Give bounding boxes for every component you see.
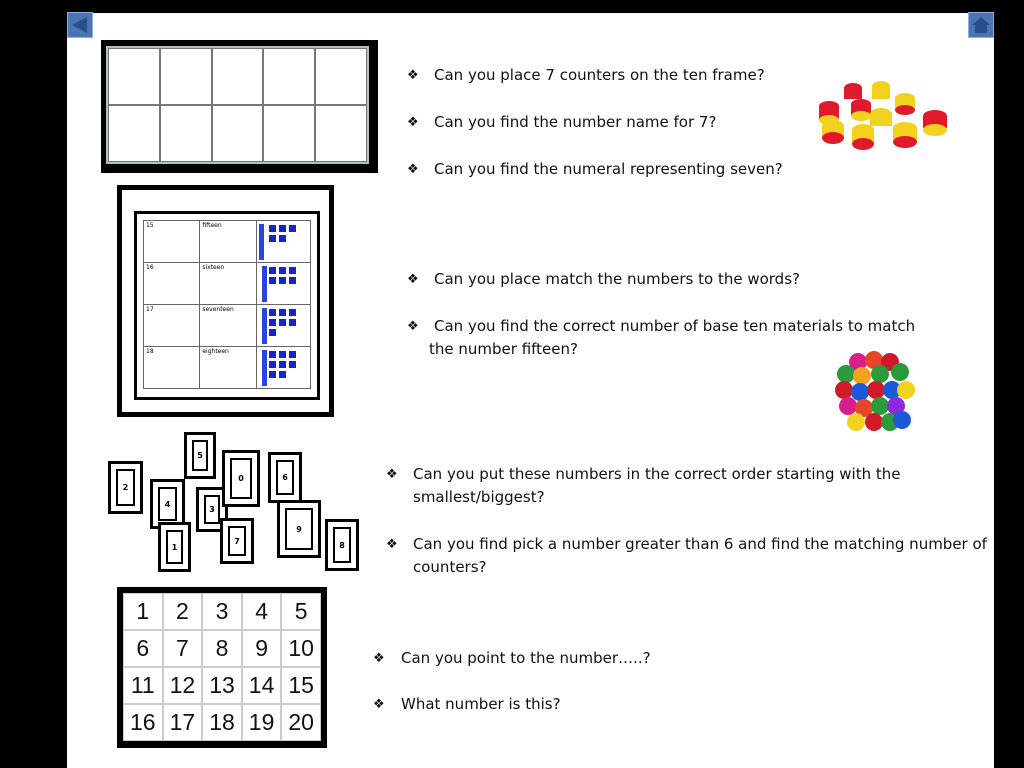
ten-frame-cell[interactable] bbox=[212, 48, 264, 105]
unit-cube bbox=[279, 267, 286, 274]
card-number: 1 bbox=[166, 530, 183, 564]
grid-number-cell[interactable]: 13 bbox=[202, 667, 242, 704]
unit-cube bbox=[269, 329, 276, 336]
grid-number-cell[interactable]: 11 bbox=[123, 667, 163, 704]
tens-rod bbox=[262, 266, 267, 302]
question: ❖ Can you find the numeral representing seven? bbox=[407, 160, 783, 178]
unit-cube bbox=[269, 361, 276, 368]
unit-cube bbox=[279, 319, 286, 326]
ten-frame-cell[interactable] bbox=[315, 48, 367, 105]
number-card[interactable] bbox=[158, 522, 191, 572]
table-cell-number: 17 bbox=[144, 305, 200, 347]
grid-number-cell[interactable]: 20 bbox=[281, 704, 321, 741]
number-card[interactable] bbox=[222, 450, 260, 507]
grid-number-cell[interactable]: 14 bbox=[242, 667, 282, 704]
card-number: 3 bbox=[204, 495, 220, 524]
unit-cube bbox=[269, 277, 276, 284]
question: ❖ Can you find the number name for 7? bbox=[407, 113, 717, 131]
unit-cube bbox=[279, 235, 286, 242]
grid-number-cell[interactable]: 6 bbox=[123, 630, 163, 667]
number-card[interactable] bbox=[220, 518, 254, 564]
question: ❖ Can you put these numbers in the correct order starting with the smallest/biggest? bbox=[386, 465, 901, 506]
card-number: 8 bbox=[333, 527, 351, 563]
unit-cube bbox=[279, 277, 286, 284]
left-arrow-icon bbox=[68, 13, 92, 37]
question: ❖ What number is this? bbox=[373, 695, 561, 713]
unit-cube bbox=[279, 309, 286, 316]
card-number: 4 bbox=[158, 487, 177, 521]
unit-cube bbox=[279, 351, 286, 358]
number-word-table-card bbox=[117, 185, 334, 417]
unit-cube bbox=[289, 309, 296, 316]
table-row bbox=[144, 305, 311, 347]
table-cell-word: seventeen bbox=[200, 305, 256, 347]
card-number: 7 bbox=[228, 526, 246, 556]
tens-rod bbox=[262, 308, 267, 344]
grid-number-cell[interactable]: 3 bbox=[202, 593, 242, 630]
unit-cube bbox=[269, 351, 276, 358]
number-card[interactable] bbox=[277, 500, 321, 558]
grid-number-cell[interactable]: 19 bbox=[242, 704, 282, 741]
number-word-table bbox=[143, 220, 311, 389]
back-button[interactable] bbox=[67, 12, 93, 38]
table-cell-word: eighteen bbox=[200, 347, 256, 389]
unit-cube bbox=[289, 319, 296, 326]
grid-number-cell[interactable]: 8 bbox=[202, 630, 242, 667]
question: ❖ Can you place 7 counters on the ten frame? bbox=[407, 66, 765, 84]
unit-cube bbox=[289, 277, 296, 284]
grid-number-cell[interactable]: 18 bbox=[202, 704, 242, 741]
number-card[interactable] bbox=[108, 461, 143, 514]
ten-frame-cell[interactable] bbox=[108, 105, 160, 162]
grid-number-cell[interactable]: 4 bbox=[242, 593, 282, 630]
card-number: 6 bbox=[276, 460, 294, 495]
number-card[interactable] bbox=[184, 432, 216, 479]
ten-frame-cell[interactable] bbox=[108, 48, 160, 105]
base-ten-blocks bbox=[256, 305, 310, 347]
unit-cube bbox=[289, 267, 296, 274]
ten-frame-cell[interactable] bbox=[263, 105, 315, 162]
base-ten-blocks bbox=[256, 347, 310, 389]
unit-cube bbox=[269, 267, 276, 274]
table-row bbox=[144, 263, 311, 305]
number-card[interactable] bbox=[268, 452, 302, 503]
base-ten-blocks bbox=[256, 221, 310, 263]
table-row bbox=[144, 221, 311, 263]
unit-cube bbox=[269, 225, 276, 232]
table-cell-number: 16 bbox=[144, 263, 200, 305]
home-button[interactable] bbox=[968, 12, 994, 38]
base-ten-blocks bbox=[256, 263, 310, 305]
table-cell-word: sixteen bbox=[200, 263, 256, 305]
grid-number-cell[interactable]: 16 bbox=[123, 704, 163, 741]
grid-number-cell[interactable]: 9 bbox=[242, 630, 282, 667]
card-number: 9 bbox=[285, 508, 313, 550]
unit-cube bbox=[279, 371, 286, 378]
unit-cube bbox=[269, 319, 276, 326]
colored-counters-image bbox=[832, 350, 918, 440]
grid-number-cell[interactable]: 12 bbox=[163, 667, 203, 704]
table-row bbox=[144, 347, 311, 389]
unit-cube bbox=[269, 309, 276, 316]
ten-frame-cell[interactable] bbox=[315, 105, 367, 162]
number-card[interactable] bbox=[325, 519, 359, 571]
question: ❖ Can you find the correct number of base ten materials to match the number fifteen? bbox=[407, 317, 916, 358]
unit-cube bbox=[269, 371, 276, 378]
grid-number-cell[interactable]: 1 bbox=[123, 593, 163, 630]
unit-cube bbox=[289, 361, 296, 368]
question: ❖ Can you find pick a number greater than 6 and find the matching number of counters? bbox=[386, 535, 987, 576]
grid-number-cell[interactable]: 2 bbox=[163, 593, 203, 630]
tens-rod bbox=[259, 224, 264, 260]
grid-number-cell[interactable]: 17 bbox=[163, 704, 203, 741]
grid-number-cell[interactable]: 15 bbox=[281, 667, 321, 704]
grid-number-cell[interactable]: 10 bbox=[281, 630, 321, 667]
unit-cube bbox=[279, 225, 286, 232]
question: ❖ Can you place match the numbers to the words? bbox=[407, 270, 800, 288]
card-number: 2 bbox=[116, 469, 135, 506]
tens-rod bbox=[262, 350, 267, 386]
card-number: 5 bbox=[192, 440, 208, 471]
ten-frame-cell[interactable] bbox=[160, 48, 212, 105]
number-grid bbox=[117, 587, 327, 748]
ten-frame-cell[interactable] bbox=[160, 105, 212, 162]
unit-cube bbox=[289, 351, 296, 358]
ten-frame-cell[interactable] bbox=[212, 105, 264, 162]
unit-cube bbox=[279, 361, 286, 368]
grid-number-cell[interactable]: 7 bbox=[163, 630, 203, 667]
unit-cube bbox=[289, 225, 296, 232]
table-cell-number: 18 bbox=[144, 347, 200, 389]
counters-image bbox=[815, 78, 955, 163]
table-cell-word: fifteen bbox=[200, 221, 256, 263]
unit-cube bbox=[269, 235, 276, 242]
home-icon bbox=[969, 13, 993, 37]
ten-frame-cell[interactable] bbox=[263, 48, 315, 105]
ten-frame bbox=[101, 40, 378, 173]
question: ❖ Can you point to the number…..? bbox=[373, 649, 651, 667]
table-cell-number: 15 bbox=[144, 221, 200, 263]
card-number: 0 bbox=[230, 458, 252, 499]
grid-number-cell[interactable]: 5 bbox=[281, 593, 321, 630]
